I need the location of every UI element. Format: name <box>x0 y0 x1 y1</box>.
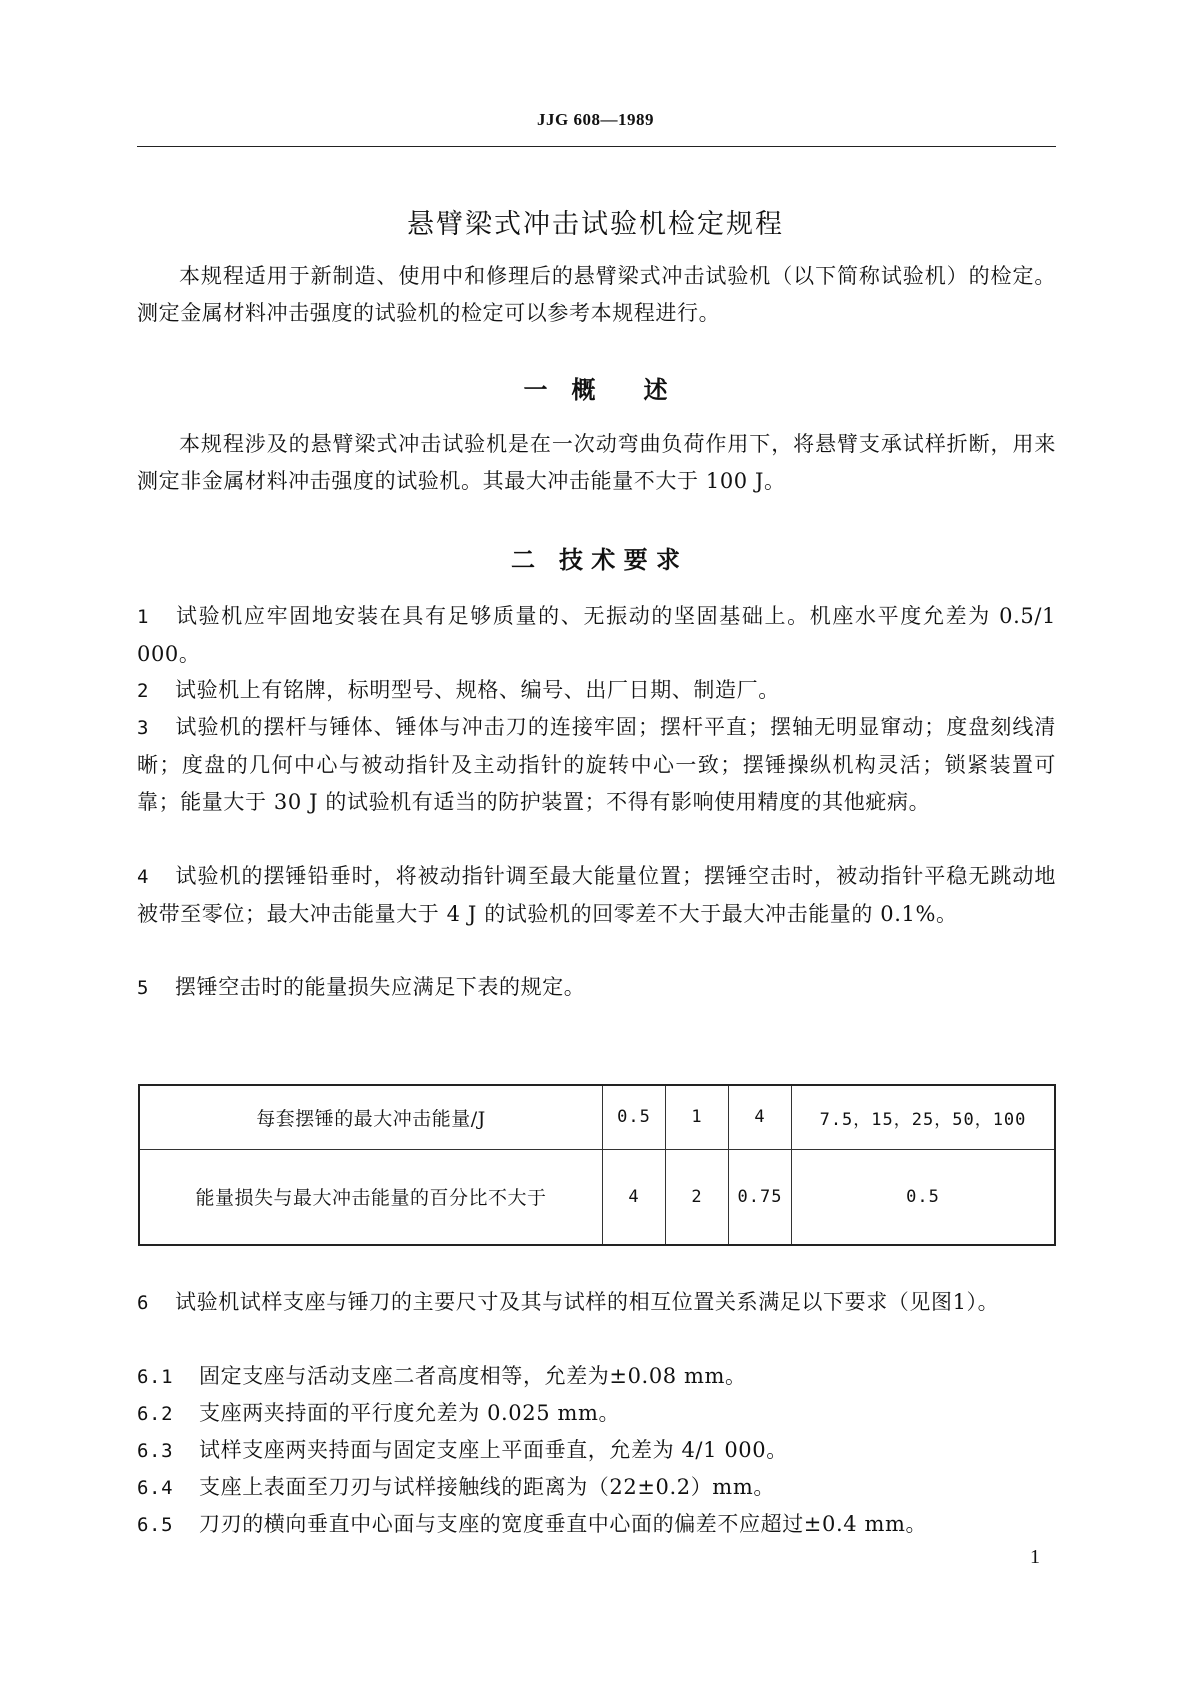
item-number: 5 <box>137 977 150 999</box>
energy-loss-table <box>138 1084 1056 1246</box>
list-item <box>137 1395 1056 1433</box>
table-cell: 0.5 <box>603 1085 666 1149</box>
list-item <box>137 598 1056 673</box>
item-text: 试验机上有铭牌，标明型号、规格、编号、出厂日期、制造厂。 <box>175 678 780 702</box>
list-item <box>137 1432 1056 1470</box>
table-cell: 1 <box>666 1085 729 1149</box>
item-number: 6 <box>137 1292 150 1314</box>
table-row <box>139 1085 1055 1149</box>
item-text: 试验机应牢固地安装在具有足够质量的、无振动的坚固基础上。机座水平度允差为 0.5/1 000。 <box>137 604 1056 666</box>
item-number: 6.2 <box>137 1403 174 1425</box>
item-text: 试验机的摆锤铅垂时，将被动指针调至最大能量位置；摆锤空击时，被动指针平稳无跳动地被带至零位；最大冲击能量大于 4 J 的试验机的回零差不大于最大冲击能量的 0.1%。 <box>137 864 1056 926</box>
item-text: 刀刃的横向垂直中心面与支座的宽度垂直中心面的偏差不应超过±0.4 mm。 <box>199 1512 928 1536</box>
document-code-header: JJG 608—1989 <box>537 110 654 129</box>
page-title: 悬臂梁式冲击试验机检定规程 <box>407 209 784 240</box>
section-heading-overview: 一 概 述 <box>523 376 668 404</box>
table-cell-label: 每套摆锤的最大冲击能量/J <box>139 1085 603 1149</box>
table-row <box>139 1149 1055 1245</box>
overview-paragraph: 本规程涉及的悬臂梁式冲击试验机是在一次动弯曲负荷作用下，将悬臂支承试样折断，用来测定非金属材料冲击强度的试验机。其最大冲击能量不大于 100 J。 <box>137 432 1056 493</box>
page-number: 1 <box>1030 1546 1040 1568</box>
item-text: 试验机试样支座与锤刀的主要尺寸及其与试样的相互位置关系满足以下要求（见图1）。 <box>175 1290 1000 1314</box>
item-text: 支座两夹持面的平行度允差为 0.025 mm。 <box>199 1401 621 1425</box>
table-cell: 7.5，15，25，50，100 <box>792 1085 1056 1149</box>
item-number: 2 <box>137 680 150 702</box>
list-item <box>137 1284 1056 1322</box>
item-text: 支座上表面至刀刃与试样接触线的距离为（22±0.2）mm。 <box>199 1475 775 1499</box>
section-heading-requirements: 二 技 术 要 求 <box>510 546 681 574</box>
item-text: 试样支座两夹持面与固定支座上平面垂直，允差为 4/1 000。 <box>199 1438 788 1462</box>
list-item <box>137 1358 1056 1396</box>
table-cell: 0.75 <box>729 1149 792 1245</box>
item-number: 6.4 <box>137 1477 174 1499</box>
item-number: 6.3 <box>137 1440 174 1462</box>
item-text: 固定支座与活动支座二者高度相等，允差为±0.08 mm。 <box>199 1364 747 1388</box>
table-cell: 4 <box>729 1085 792 1149</box>
table-cell: 4 <box>603 1149 666 1245</box>
intro-paragraph: 本规程适用于新制造、使用中和修理后的悬臂梁式冲击试验机（以下简称试验机）的检定。测定金属材料冲击强度的试验机的检定可以参考本规程进行。 <box>137 264 1056 325</box>
list-item <box>137 672 1056 710</box>
list-item <box>137 1469 1056 1507</box>
item-number: 1 <box>137 606 150 628</box>
list-item <box>137 858 1056 933</box>
list-item <box>137 969 1056 1007</box>
header-rule <box>137 146 1056 147</box>
item-number: 3 <box>137 717 150 739</box>
item-number: 4 <box>137 866 150 888</box>
list-item <box>137 709 1056 821</box>
item-text: 试验机的摆杆与锤体、锤体与冲击刀的连接牢固；摆杆平直；摆轴无明显窜动；度盘刻线清晰；度盘的几何中心与被动指针及主动指针的旋转中心一致；摆锤操纵机构灵活；锁紧装置可靠；能量大于 30 J 的试验机有适当的防护装置；不得有影响使用精度的其他疵病。 <box>137 715 1056 814</box>
item-number: 6.1 <box>137 1366 174 1388</box>
item-text: 摆锤空击时的能量损失应满足下表的规定。 <box>175 975 586 999</box>
item-number: 6.5 <box>137 1514 174 1536</box>
list-item <box>137 1506 1056 1544</box>
table-cell-label: 能量损失与最大冲击能量的百分比不大于 <box>139 1149 603 1245</box>
table-cell: 0.5 <box>792 1149 1056 1245</box>
table-cell: 2 <box>666 1149 729 1245</box>
